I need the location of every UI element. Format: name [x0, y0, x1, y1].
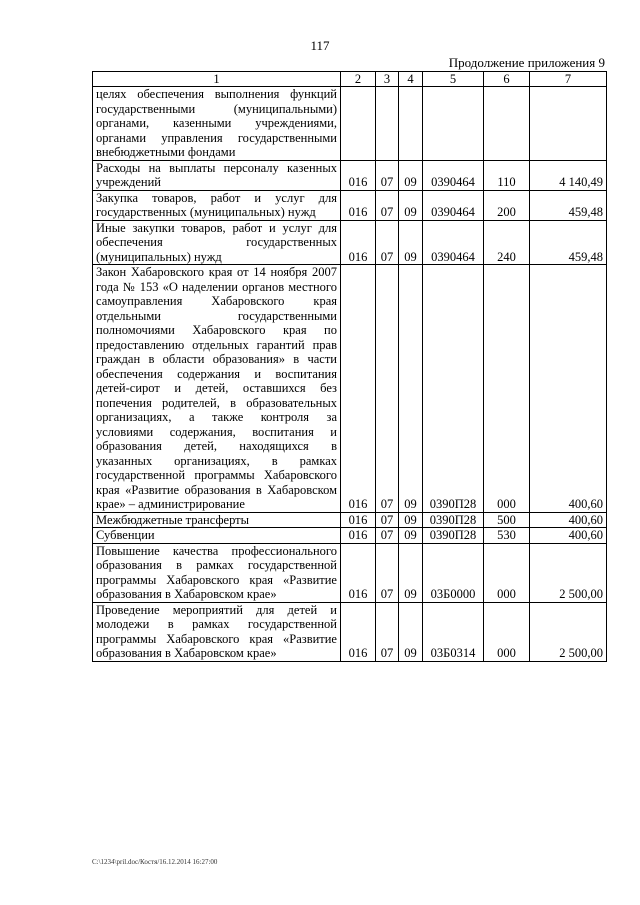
row-name: Расходы на выплаты персоналу казенных учреждений	[93, 160, 341, 190]
table-row	[93, 602, 607, 661]
row-subsection: 09	[399, 190, 423, 220]
row-name: Иные закупки товаров, работ и услуг для обеспечения государственных (муниципальных) нужд	[93, 220, 341, 265]
row-ministry: 016	[341, 512, 376, 528]
header-col-2: 2	[341, 72, 376, 87]
row-expense-type: 000	[484, 543, 530, 602]
row-section: 07	[376, 543, 399, 602]
header-col-4: 4	[399, 72, 423, 87]
row-section: 07	[376, 220, 399, 265]
row-amount: 2 500,00	[530, 602, 607, 661]
row-amount: 400,60	[530, 265, 607, 513]
row-name: Закупка товаров, работ и услуг для государственных (муниципальных) нужд	[93, 190, 341, 220]
row-ministry: 016	[341, 265, 376, 513]
row-subsection	[399, 87, 423, 161]
row-name: Повышение качества профессионального образования в рамках государственной программы Хабаровского края «Развитие образования в Хабаровском крае»	[93, 543, 341, 602]
table-row	[93, 190, 607, 220]
file-path-footer: C:\1234\pril.doc/Костя/16.12.2014 16:27:00	[92, 858, 218, 866]
table-row	[93, 87, 607, 161]
row-section: 07	[376, 190, 399, 220]
row-target	[423, 87, 484, 161]
row-target: 0390П28	[423, 528, 484, 544]
row-section: 07	[376, 512, 399, 528]
row-subsection: 09	[399, 528, 423, 544]
row-name: Закон Хабаровского края от 14 ноября 2007 года № 153 «О наделении органов местного самоуправления Хабаровского края отдельными государственными полномочиями Хабаровского края по предоставлению отдельных гарантий прав граждан в области образования» в части обеспечения содержания и воспитания детей-сирот и детей, оставшихся без попечения родителей, в образовательных организациях, а также контроля за условиями содержания, воспитания и образования детей, находящихся в указанных организациях, в рамках государственной программы Хабаровского края «Развитие образования в Хабаровском крае» – администрирование	[93, 265, 341, 513]
table-row	[93, 528, 607, 544]
row-section	[376, 87, 399, 161]
header-row	[93, 72, 607, 87]
row-section: 07	[376, 528, 399, 544]
table-row	[93, 160, 607, 190]
row-expense-type: 240	[484, 220, 530, 265]
row-name: Проведение мероприятий для детей и молодежи в рамках государственной программы Хабаровского края «Развитие образования в Хабаровском крае»	[93, 602, 341, 661]
row-ministry	[341, 87, 376, 161]
row-amount: 400,60	[530, 528, 607, 544]
table-row	[93, 265, 607, 513]
row-amount: 459,48	[530, 190, 607, 220]
header-col-1: 1	[93, 72, 341, 87]
row-section: 07	[376, 602, 399, 661]
row-expense-type: 530	[484, 528, 530, 544]
row-name: Межбюджетные трансферты	[93, 512, 341, 528]
row-name: целях обеспечения выполнения функций государственными (муниципальными) органами, казенными учреждениями, органами управления государственными внебюджетными фондами	[93, 87, 341, 161]
row-expense-type: 500	[484, 512, 530, 528]
row-ministry: 016	[341, 220, 376, 265]
row-expense-type: 200	[484, 190, 530, 220]
table-row	[93, 543, 607, 602]
row-subsection: 09	[399, 543, 423, 602]
row-subsection: 09	[399, 512, 423, 528]
row-section: 07	[376, 265, 399, 513]
row-subsection: 09	[399, 160, 423, 190]
row-amount	[530, 87, 607, 161]
row-target: 0390П28	[423, 512, 484, 528]
header-col-6: 6	[484, 72, 530, 87]
row-subsection: 09	[399, 265, 423, 513]
header-col-5: 5	[423, 72, 484, 87]
row-section: 07	[376, 160, 399, 190]
table-row	[93, 220, 607, 265]
row-target: 0390464	[423, 190, 484, 220]
row-expense-type: 000	[484, 265, 530, 513]
row-ministry: 016	[341, 190, 376, 220]
row-ministry: 016	[341, 602, 376, 661]
row-subsection: 09	[399, 220, 423, 265]
row-target: 03Б0314	[423, 602, 484, 661]
row-amount: 400,60	[530, 512, 607, 528]
row-amount: 2 500,00	[530, 543, 607, 602]
table-row	[93, 512, 607, 528]
row-target: 0390464	[423, 160, 484, 190]
row-expense-type: 000	[484, 602, 530, 661]
row-expense-type	[484, 87, 530, 161]
continuation-label: Продолжение приложения 9	[448, 55, 605, 70]
row-ministry: 016	[341, 528, 376, 544]
row-target: 03Б0000	[423, 543, 484, 602]
header-col-7: 7	[530, 72, 607, 87]
row-target: 0390П28	[423, 265, 484, 513]
row-ministry: 016	[341, 160, 376, 190]
row-name: Субвенции	[93, 528, 341, 544]
budget-table	[92, 71, 607, 662]
page-number: 117	[310, 38, 330, 53]
row-target: 0390464	[423, 220, 484, 265]
row-expense-type: 110	[484, 160, 530, 190]
row-amount: 459,48	[530, 220, 607, 265]
row-ministry: 016	[341, 543, 376, 602]
row-amount: 4 140,49	[530, 160, 607, 190]
header-col-3: 3	[376, 72, 399, 87]
row-subsection: 09	[399, 602, 423, 661]
